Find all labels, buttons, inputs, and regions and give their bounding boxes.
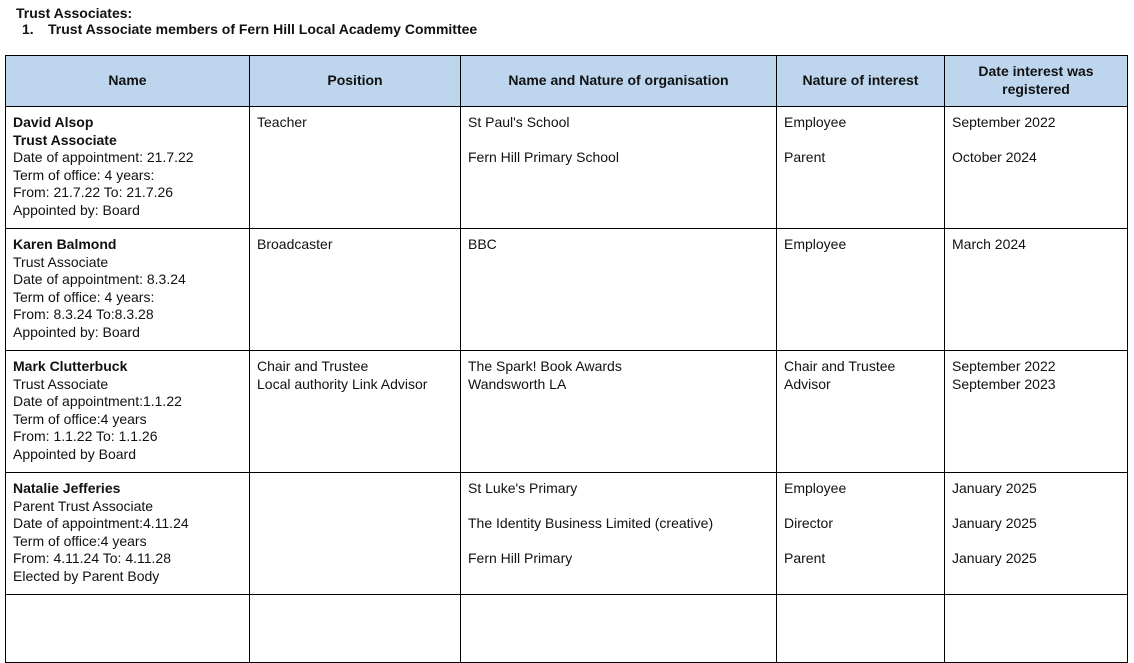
table-row (6, 229, 1128, 351)
member-term: Term of office: 4 years: (13, 288, 155, 305)
member-role: Trust Associate (13, 375, 109, 392)
position-text: Broadcaster (257, 236, 333, 252)
interest-cell (777, 351, 945, 473)
date-text: September 2022 (952, 358, 1056, 374)
member-cell (6, 473, 250, 595)
section-subheading (22, 21, 477, 37)
member-term-dates: From: 21.7.22 To: 21.7.26 (13, 184, 174, 201)
member-term: Term of office:4 years (13, 410, 147, 427)
organisation-text: The Identity Business Limited (creative) (468, 515, 714, 532)
member-name: Karen Balmond (13, 236, 117, 252)
column-header-date: Date interest was registered (945, 56, 1128, 107)
table-row (6, 351, 1128, 473)
position-cell (250, 107, 461, 229)
member-appointed-by: Elected by Parent Body (13, 567, 160, 584)
date-text: March 2024 (952, 236, 1026, 252)
organisation-text: BBC (468, 236, 497, 252)
date-cell (945, 473, 1128, 595)
interest-text: Parent (784, 149, 826, 166)
interest-text: Employee (784, 236, 847, 252)
date-cell (945, 351, 1128, 473)
interest-text: Employee (784, 114, 847, 130)
organisation-cell (461, 229, 777, 351)
member-term: Term of office: 4 years: (13, 166, 155, 183)
member-role: Parent Trust Associate (13, 497, 154, 514)
member-name: Natalie Jefferies (13, 480, 121, 496)
table-header-row (6, 56, 1128, 107)
subheading-number: 1. (22, 21, 34, 37)
column-header-organisation: Name and Nature of organisation (461, 56, 777, 107)
section-heading: Trust Associates: (16, 5, 133, 21)
interest-text: Director (784, 515, 834, 532)
date-text: September 2022 (952, 114, 1056, 130)
organisation-text: St Paul's School (468, 114, 570, 130)
date-text: October 2024 (952, 149, 1037, 166)
column-header-position: Position (250, 56, 461, 107)
date-cell (945, 107, 1128, 229)
member-term: Term of office:4 years (13, 532, 147, 549)
organisation-text: Wandsworth LA (468, 375, 567, 392)
position-text: Local authority Link Advisor (257, 375, 428, 392)
member-appointment-date: Date of appointment: 21.7.22 (13, 149, 194, 166)
member-term-dates: From: 1.1.22 To: 1.1.26 (13, 428, 158, 445)
organisation-text: Fern Hill Primary (468, 550, 573, 567)
position-cell (250, 229, 461, 351)
column-header-interest: Nature of interest (777, 56, 945, 107)
interest-text: Employee (784, 480, 847, 496)
table-row-partial (6, 595, 1128, 663)
member-appointment-date: Date of appointment: 8.3.24 (13, 271, 186, 288)
member-term-dates: From: 8.3.24 To:8.3.28 (13, 306, 154, 323)
date-cell (945, 229, 1128, 351)
date-text: September 2023 (952, 375, 1056, 392)
position-cell (250, 473, 461, 595)
position-text: Chair and Trustee (257, 358, 369, 374)
interests-table (5, 55, 1128, 663)
member-appointment-date: Date of appointment:1.1.22 (13, 393, 182, 410)
member-role: Trust Associate (13, 253, 109, 270)
interest-text: Parent (784, 550, 826, 567)
member-cell (6, 351, 250, 473)
member-name: Mark Clutterbuck (13, 358, 128, 374)
organisation-cell (461, 107, 777, 229)
interest-text: Advisor (784, 375, 831, 392)
organisation-text: Fern Hill Primary School (468, 149, 619, 166)
interest-cell (777, 107, 945, 229)
interest-text: Chair and Trustee (784, 358, 896, 374)
interest-cell (777, 473, 945, 595)
interest-cell (777, 229, 945, 351)
member-cell (6, 107, 250, 229)
member-cell (6, 229, 250, 351)
organisation-text: The Spark! Book Awards (468, 358, 622, 374)
member-appointed-by: Appointed by: Board (13, 201, 140, 218)
member-appointed-by: Appointed by: Board (13, 323, 140, 340)
organisation-cell (461, 351, 777, 473)
organisation-cell (461, 473, 777, 595)
organisation-text: St Luke's Primary (468, 480, 578, 496)
date-text: January 2025 (952, 480, 1037, 496)
column-header-name: Name (6, 56, 250, 107)
member-name: David Alsop (13, 114, 94, 130)
table-row (6, 107, 1128, 229)
member-appointment-date: Date of appointment:4.11.24 (13, 515, 189, 532)
position-cell (250, 351, 461, 473)
table-row (6, 473, 1128, 595)
member-role: Trust Associate (13, 131, 117, 148)
date-text: January 2025 (952, 515, 1037, 532)
position-text: Teacher (257, 114, 307, 130)
date-text: January 2025 (952, 550, 1037, 567)
member-term-dates: From: 4.11.24 To: 4.11.28 (13, 550, 171, 567)
member-appointed-by: Appointed by Board (13, 445, 136, 462)
subheading-text: Trust Associate members of Fern Hill Local Academy Committee (48, 21, 478, 37)
